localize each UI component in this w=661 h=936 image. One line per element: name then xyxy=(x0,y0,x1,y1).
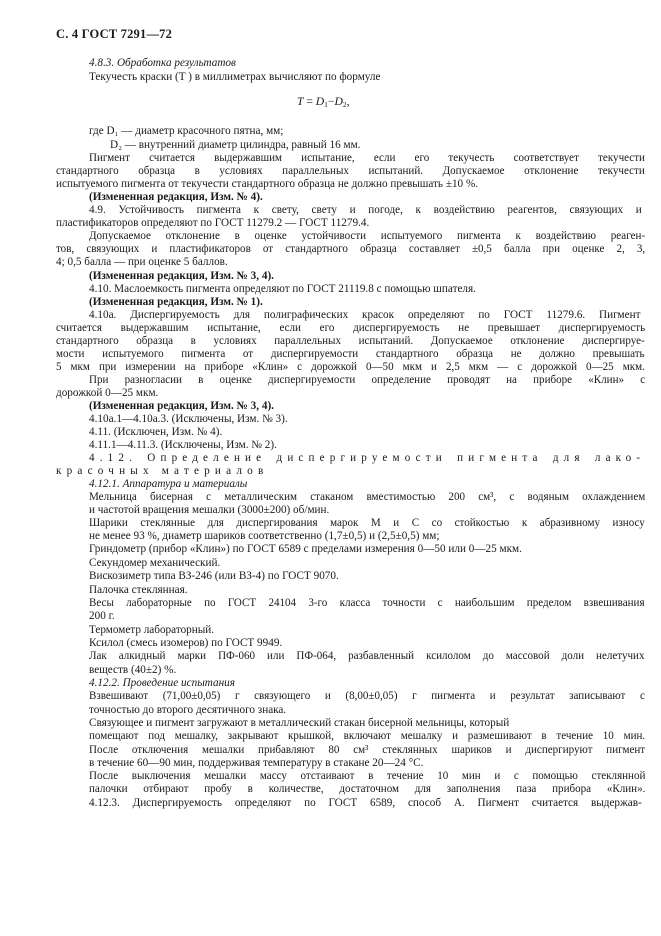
text-line: помещают под мешалку, закрывают крышкой, включают мешалку и размешивают в течение 10 мин. xyxy=(89,730,646,742)
text-line: Гриндометр (прибор «Клин») по ГОСТ 6589 с пределами измерения 0—50 или 0—25 мкм. xyxy=(89,543,522,555)
text-line: (Измененная редакция, Изм. № 4). xyxy=(89,191,263,203)
text-line: 4.10а. Диспергируемость для полиграфических красок определяют по ГОСТ 11279.6. Пигмент xyxy=(89,309,641,321)
text-line: При разногласии в оценке диспергируемости определение проводят на приборе «Клин» с xyxy=(89,374,646,386)
text-line: 4.10а.1—4.10а.3. (Исключены, Изм. № 3). xyxy=(89,413,288,425)
text-line: После выключения мешалки массу отстаивают в течение 10 мин и с помощью стеклянной xyxy=(89,770,646,782)
text-line: (Измененная редакция, Изм. № 3, 4). xyxy=(89,400,274,412)
text-line: Ксилол (смесь изомеров) по ГОСТ 9949. xyxy=(89,637,283,649)
text-line: не менее 93 %, диаметр шариков соответственно (1,7±0,5) и (2,5±0,5) мм; xyxy=(89,530,440,542)
text-line: палочки отбирают пробу в количестве, достаточном для заполнения паза прибора «Клин». xyxy=(89,783,646,795)
text-line: 4; 0,5 балла — при оценке 5 баллов. xyxy=(56,256,228,268)
text-line: 4.8.3. Обработка результатов xyxy=(89,57,236,69)
text-line: 4.12.2. Проведение испытания xyxy=(89,677,235,689)
text-line: в течение 60—90 мин, поддерживая температуру в стакане 20—24 °С. xyxy=(89,757,424,769)
text-line: Шарики стеклянные для диспергирования марок М и С со стойкостью к абразивному износу xyxy=(89,517,645,529)
text-line: 5 мкм при измерении на приборе «Клин» с дорожкой 0—50 мкм и 2,5 мкм — с дорожкой 0—25 мкм. xyxy=(56,361,645,373)
text-line: точностью до второго десятичного знака. xyxy=(89,704,287,716)
text-line: стандартного образца в условиях параллельных испытаний. Допускаемое отклонение текучести xyxy=(56,165,645,177)
text-line: пластификаторов определяют по ГОСТ 11279.2 — ГОСТ 11279.4. xyxy=(56,217,370,229)
text-line: Секундомер механический. xyxy=(89,557,221,569)
text-line: (Измененная редакция, Изм. № 1). xyxy=(89,296,263,308)
text-line: стандартного образца в условиях параллельных испытаний. Допускаемое отклонение диспергируе- xyxy=(56,335,645,347)
text-line: Допускаемое отклонение в оценке устойчивости испытуемого пигмента к воздействию реаген- xyxy=(89,230,646,242)
text-line: Связующее и пигмент загружают в металлический стакан бисерной мельницы, который xyxy=(89,717,510,729)
text-line: D₂ — внутренний диаметр цилиндра, равный 16 мм. xyxy=(110,139,361,151)
text-line: дорожкой 0—25 мкм. xyxy=(56,387,159,399)
text-line: Текучесть краски (T ) в миллиметрах вычисляют по формуле xyxy=(89,71,381,83)
text-line: Весы лабораторные по ГОСТ 24104 3-го класса точности с наибольшим пределом взвешивания xyxy=(89,597,645,609)
text-line: красочных материалов xyxy=(56,465,269,477)
text-line: 4.12.3. Диспергируемость определяют по ГОСТ 6589, способ А. Пигмент считается выдержав- xyxy=(89,797,642,809)
text-line: Вискозиметр типа ВЗ-246 (или ВЗ-4) по ГОСТ 9070. xyxy=(89,570,339,582)
text-line: Взвешивают (71,00±0,05) г связующего и (8,00±0,05) г пигмента и результат записывают с xyxy=(89,690,645,702)
formula: $T = D_1-D_2$, xyxy=(297,95,350,109)
text-line: Термометр лабораторный. xyxy=(89,624,215,636)
text-line: (Измененная редакция, Изм. № 3, 4). xyxy=(89,270,274,282)
page-header: С. 4 ГОСТ 7291—72 xyxy=(56,27,173,41)
text-line: 200 г. xyxy=(89,610,115,622)
text-line: 4.12.1. Аппаратура и материалы xyxy=(89,478,248,490)
text-line: считается выдержавшим испытание, если его диспергируемость не превышает диспергируемость xyxy=(56,322,646,334)
text-line: где D₁ — диаметр красочного пятна, мм; xyxy=(89,125,284,137)
text-line: 4.11. (Исключен, Изм. № 4). xyxy=(89,426,223,438)
text-line: Пигмент считается выдержавшим испытание, если его текучесть соответствует текучести xyxy=(89,152,645,164)
text-line: После отключения мешалки прибавляют 80 см³ стеклянных шариков и диспергируют пигмент xyxy=(89,744,646,756)
text-line: веществ (40±2) %. xyxy=(89,664,177,676)
text-line: Лак алкидный марки ПФ-060 или ПФ-064, разбавленный ксилолом до массовой доли нелетучих xyxy=(89,650,645,662)
text-line: Палочка стеклянная. xyxy=(89,584,188,596)
text-line: 4.10. Маслоемкость пигмента определяют по ГОСТ 21119.8 с помощью шпателя. xyxy=(89,283,476,295)
text-line: испытуемого пигмента от текучести стандартного образца не должно превышать ±10 %. xyxy=(56,178,479,190)
text-line: Мельница бисерная с металлическим стаканом вместимостью 200 см³, с водяным охлаждением xyxy=(89,491,646,503)
text-line: 4.11.1—4.11.3. (Исключены, Изм. № 2). xyxy=(89,439,277,451)
text-line: тов, связующих и пластификаторов от стандартного образца составляет ±0,5 балла при оценке 2, 3, xyxy=(56,243,646,255)
text-line: 4.9. Устойчивость пигмента к свету, свету и погоде, к воздействию реагентов, связующих и xyxy=(89,204,642,216)
text-line: 4.12. Определение диспергируемости пигмента для лако- xyxy=(89,452,646,464)
text-line: мости испытуемого пигмента от диспергируемости стандартного образца не должно превышать xyxy=(56,348,645,360)
text-line: и частотой вращения мешалки (3000±200) об/мин. xyxy=(89,504,330,516)
